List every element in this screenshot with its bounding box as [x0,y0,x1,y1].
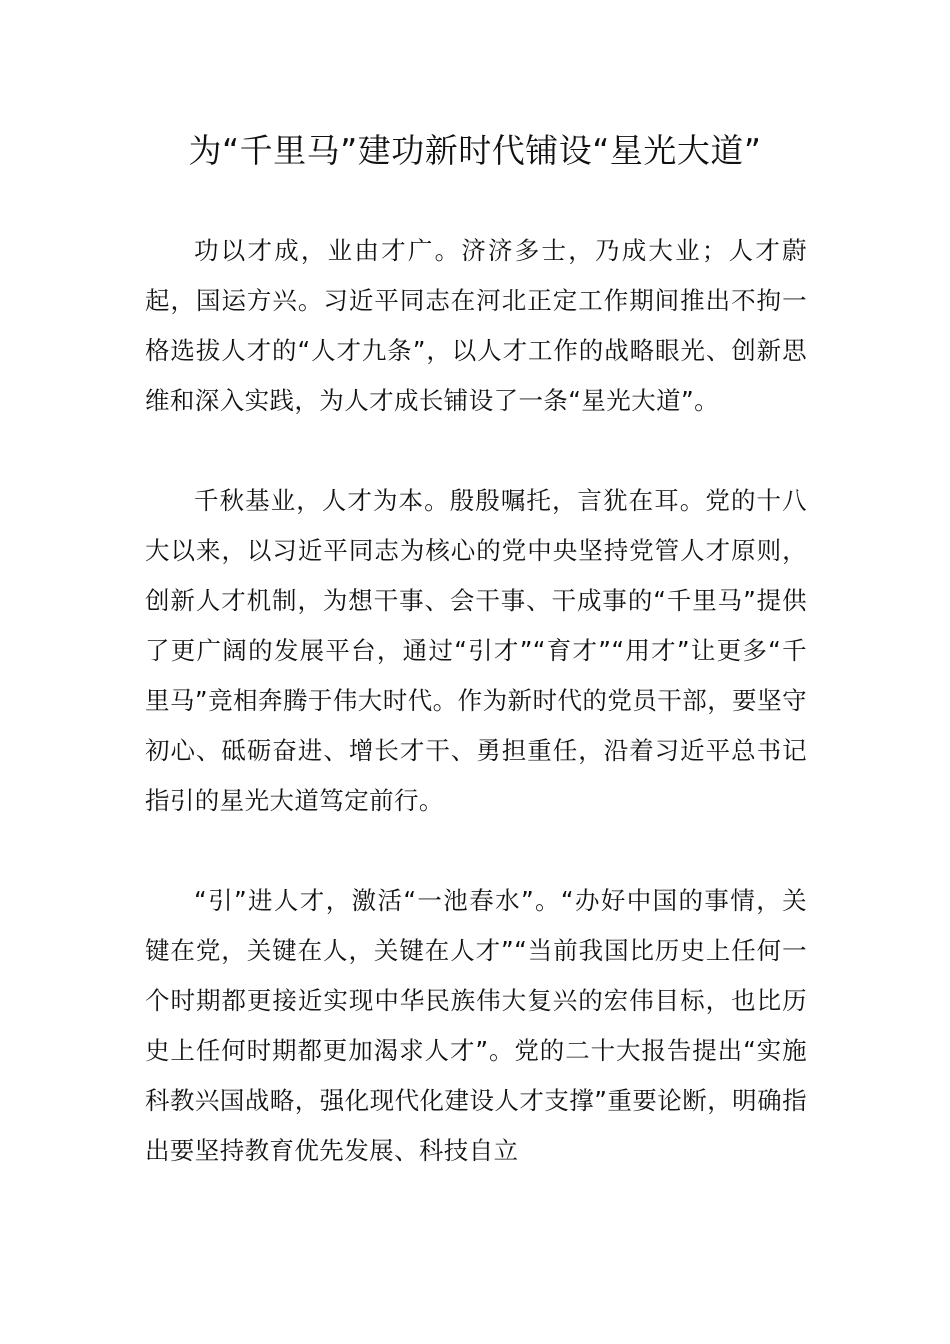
paragraph-1: 功以才成，业由才广。济济多士，乃成大业；人才蔚起，国运方兴。习近平同志在河北正定工作期间推出不拘一格选拔人才的“人才九条”，以人才工作的战略眼光、创新思维和深入实践，为人才成长铺设了一条“星光大道”。 [145,236,807,415]
document-body [145,226,807,1226]
paragraph-2: 千秋基业，人才为本。殷殷嘱托，言犹在耳。党的十八大以来，以习近平同志为核心的党中央坚持党管人才原则，创新人才机制，为想干事、会干事、干成事的“千里马”提供了更广阔的发展平台，通过“引才”“育才”“用才”让更多“千里马”竞相奔腾于伟大时代。作为新时代的党员干部，要坚守初心、砥砺奋进、增长才干、勇担重任，沿着习近平总书记指引的星光大道笃定前行。 [145,486,807,815]
document-title: 为“千里马”建功新时代铺设“星光大道” [188,131,762,170]
paragraph-3: “引”进人才，激活“一池春水”。“办好中国的事情，关键在党，关键在人，关键在人才”“当前我国比历史上任何一个时期都更接近实现中华民族伟大复兴的宏伟目标，也比历史上任何时期都更加渴求人才”。党的二十大报告提出“实施科教兴国战略，强化现代化建设人才支撑”重要论断，明确指出要坚持教育优先发展、科技自立 [145,886,807,1165]
